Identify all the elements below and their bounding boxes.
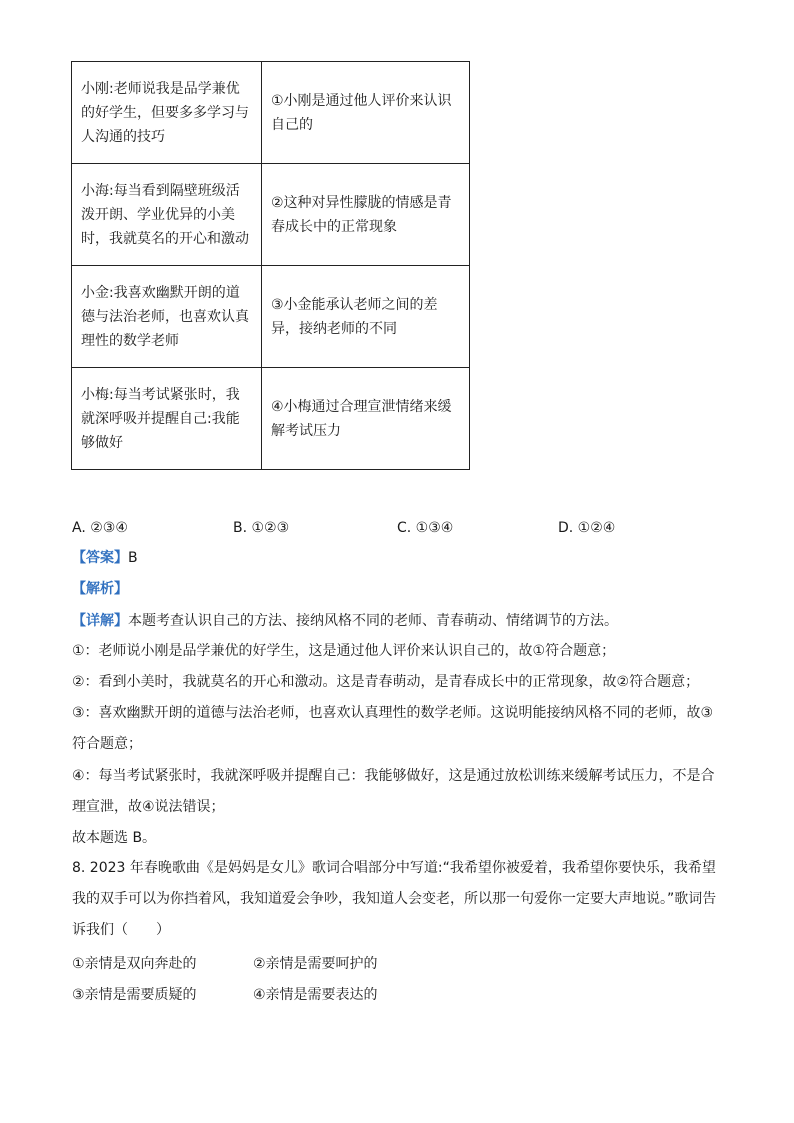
question-8-choice-4: ④亲情是需要表达的 bbox=[253, 987, 378, 1003]
option-d: D. ①②④ bbox=[558, 520, 616, 536]
option-b: B. ①②③ bbox=[233, 520, 290, 536]
analysis-point-2: ②：看到小美时，我就莫名的开心和激动。这是青春萌动，是青春成长中的正常现象，故②符合题意； bbox=[72, 674, 700, 690]
answer-line bbox=[72, 547, 138, 569]
analysis-point-1: ①：老师说小刚是品学兼优的好学生，这是通过他人评价来认识自己的，故①符合题意； bbox=[72, 643, 616, 659]
table-row bbox=[72, 62, 470, 164]
question-8-choice-3: ③亲情是需要质疑的 bbox=[72, 987, 197, 1003]
table-row bbox=[72, 266, 470, 368]
detail-text: 本题考查认识自己的方法、接纳风格不同的老师、青春萌动、情绪调节的方法。 bbox=[128, 613, 618, 629]
answer-label: 【答案】 bbox=[72, 550, 128, 566]
analysis-label: 【解析】 bbox=[72, 581, 128, 597]
option-c: C. ①③④ bbox=[397, 520, 454, 536]
detail-line bbox=[72, 610, 618, 632]
statement-cell: 小刚:老师说我是品学兼优的好学生，但要多多学习与人沟通的技巧 bbox=[72, 62, 262, 164]
statement-cell: 小海:每当看到隔壁班级活泼开朗、学业优异的小美时，我就莫名的开心和激动 bbox=[72, 164, 262, 266]
analysis-point-4: ④：每当考试紧张时，我就深呼吸并提醒自己：我能够做好，这是通过放松训练来缓解考试压力，不是合理宣泄，故④说法错误； bbox=[72, 768, 715, 815]
question-8-choice-2: ②亲情是需要呵护的 bbox=[253, 956, 378, 972]
question-8-stem: 8. 2023 年春晚歌曲《是妈妈是女儿》歌词合唱部分中写道:“我希望你被爱着，我希望你要快乐，我希望我的双手可以为你挡着风，我知道爱会争吵，我知道人会变老，所以那一句爱你一定要大声地说。”歌词告诉我们（ ） bbox=[72, 860, 717, 938]
detail-label: 【详解】 bbox=[72, 613, 128, 629]
analysis-cell: ①小刚是通过他人评价来认识自己的 bbox=[262, 62, 470, 164]
table-row bbox=[72, 368, 470, 470]
comparison-table bbox=[71, 61, 470, 470]
option-a: A. ②③④ bbox=[72, 520, 128, 536]
analysis-cell: ③小金能承认老师之间的差异，接纳老师的不同 bbox=[262, 266, 470, 368]
question-8-choice-1: ①亲情是双向奔赴的 bbox=[72, 956, 197, 972]
analysis-heading bbox=[72, 578, 128, 600]
analysis-cell: ④小梅通过合理宣泄情绪来缓解考试压力 bbox=[262, 368, 470, 470]
statement-cell: 小金:我喜欢幽默开朗的道德与法治老师，也喜欢认真理性的数学老师 bbox=[72, 266, 262, 368]
answer-value: B bbox=[128, 550, 138, 566]
table-row bbox=[72, 164, 470, 266]
analysis-cell: ②这种对异性朦胧的情感是青春成长中的正常现象 bbox=[262, 164, 470, 266]
conclusion: 故本题选 B。 bbox=[72, 830, 157, 846]
statement-cell: 小梅:每当考试紧张时，我就深呼吸并提醒自己:我能够做好 bbox=[72, 368, 262, 470]
analysis-point-3: ③：喜欢幽默开朗的道德与法治老师，也喜欢认真理性的数学老师。这说明能接纳风格不同的老师，故③符合题意； bbox=[72, 705, 714, 752]
answer-options bbox=[72, 517, 792, 539]
